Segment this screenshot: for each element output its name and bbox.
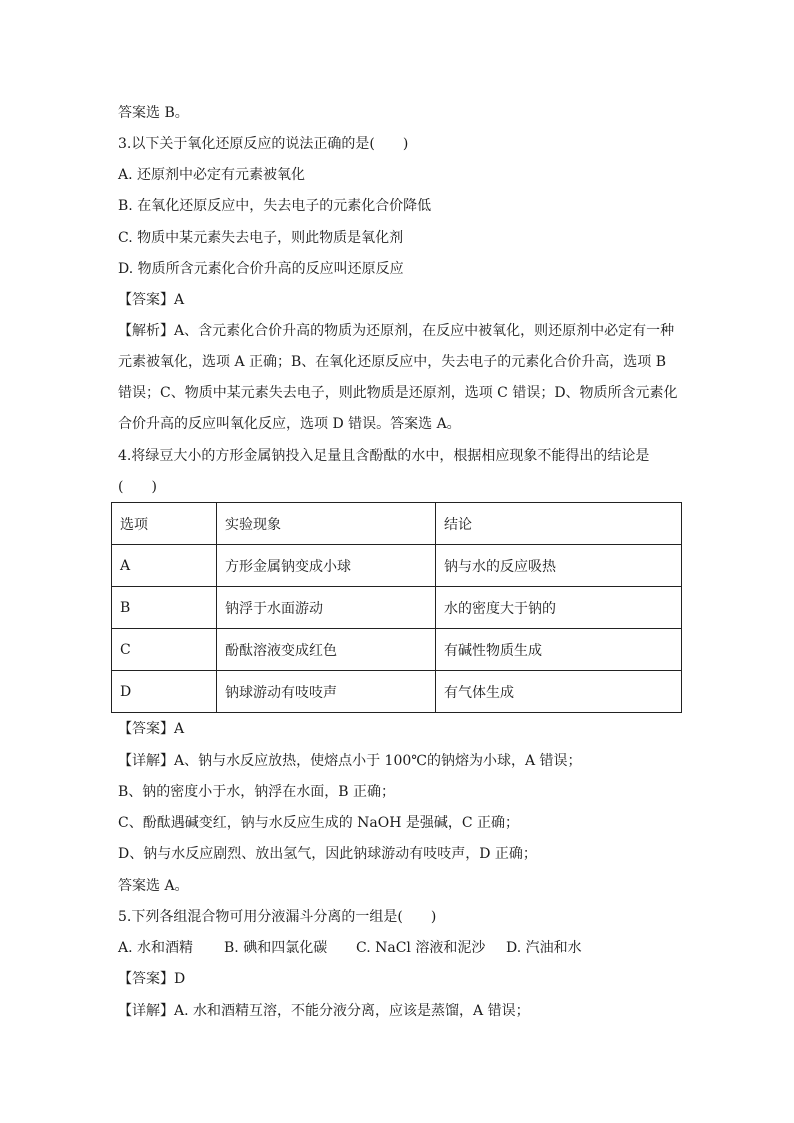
table-header-cell: 结论 xyxy=(436,503,682,545)
question-5-option-b: B. 碘和四氯化碳 xyxy=(224,940,328,956)
table-cell-option: D xyxy=(112,671,217,713)
question-3-answer: 【答案】A xyxy=(118,292,185,308)
table-cell-phenomenon: 钠球游动有吱吱声 xyxy=(217,671,436,713)
question-3-explanation-line: 元素被氧化，选项 A 正确；B、在氧化还原反应中，失去电子的元素化合价升高，选项 B xyxy=(118,354,667,370)
table-cell-conclusion: 有气体生成 xyxy=(436,671,682,713)
question-4-explanation-line: D、钠与水反应剧烈、放出氢气，因此钠球游动有吱吱声，D 正确； xyxy=(118,846,537,862)
table-cell-phenomenon: 酚酞溶液变成红色 xyxy=(217,629,436,671)
question-3-explanation-line: 合价升高的反应叫氧化反应，选项 D 错误。答案选 A。 xyxy=(118,416,461,432)
question-3-stem: 3.以下关于氧化还原反应的说法正确的是( ) xyxy=(118,136,409,152)
question-5-explanation-line: 【详解】A. 水和酒精互溶，不能分液分离，应该是蒸馏，A 错误； xyxy=(118,1003,530,1019)
table-cell-conclusion: 水的密度大于钠的 xyxy=(436,587,682,629)
question-4-explanation-line: C、酚酞遇碱变红，钠与水反应生成的 NaOH 是强碱，C 正确； xyxy=(118,815,520,831)
table-header-row xyxy=(112,503,682,545)
table-row xyxy=(112,545,682,587)
question-5-option-a: A. 水和酒精 xyxy=(118,940,194,956)
question-3-option-b: B. 在氧化还原反应中，失去电子的元素化合价降低 xyxy=(118,198,432,214)
question-5-option-d: D. 汽油和水 xyxy=(506,940,582,956)
question-5-stem: 5.下列各组混合物可用分液漏斗分离的一组是( ) xyxy=(118,909,437,925)
experiment-table xyxy=(111,502,682,713)
table-cell-conclusion: 有碱性物质生成 xyxy=(436,629,682,671)
table-cell-phenomenon: 钠浮于水面游动 xyxy=(217,587,436,629)
question-4-bracket: ( ) xyxy=(118,479,157,495)
question-5-option-c: C. NaCl 溶液和泥沙 xyxy=(356,940,486,956)
question-3-option-c: C. 物质中某元素失去电子，则此物质是氧化剂 xyxy=(118,230,404,246)
table-cell-option: B xyxy=(112,587,217,629)
answer-line-q2: 答案选 B。 xyxy=(118,105,189,121)
question-3-option-d: D. 物质所含元素化合价升高的反应叫还原反应 xyxy=(118,261,404,277)
question-4-explanation-line: B、钠的密度小于水，钠浮在水面，B 正确； xyxy=(118,784,396,800)
question-3-explanation-line: 【解析】A、含元素化合价升高的物质为还原剂，在反应中被氧化，则还原剂中必定有一种 xyxy=(118,323,675,339)
question-4-stem: 4.将绿豆大小的方形金属钠投入足量且含酚酞的水中，根据相应现象不能得出的结论是 xyxy=(118,448,650,464)
table-row xyxy=(112,587,682,629)
table-cell-conclusion: 钠与水的反应吸热 xyxy=(436,545,682,587)
question-3-explanation-line: 错误；C、物质中某元素失去电子，则此物质是还原剂，选项 C 错误；D、物质所含元素化 xyxy=(118,385,678,401)
table-header-cell: 实验现象 xyxy=(217,503,436,545)
question-3-option-a: A. 还原剂中必定有元素被氧化 xyxy=(118,167,306,183)
table-cell-phenomenon: 方形金属钠变成小球 xyxy=(217,545,436,587)
question-5-answer: 【答案】D xyxy=(118,971,186,987)
table-row xyxy=(112,671,682,713)
table-cell-option: C xyxy=(112,629,217,671)
table-header-cell: 选项 xyxy=(112,503,217,545)
table-row xyxy=(112,629,682,671)
question-4-answer: 【答案】A xyxy=(118,721,185,737)
question-4-conclusion: 答案选 A。 xyxy=(118,878,189,894)
question-4-explanation-line: 【详解】A、钠与水反应放热，使熔点小于 100℃的钠熔为小球，A 错误； xyxy=(118,753,582,769)
question-5-options xyxy=(118,938,582,958)
table-cell-option: A xyxy=(112,545,217,587)
